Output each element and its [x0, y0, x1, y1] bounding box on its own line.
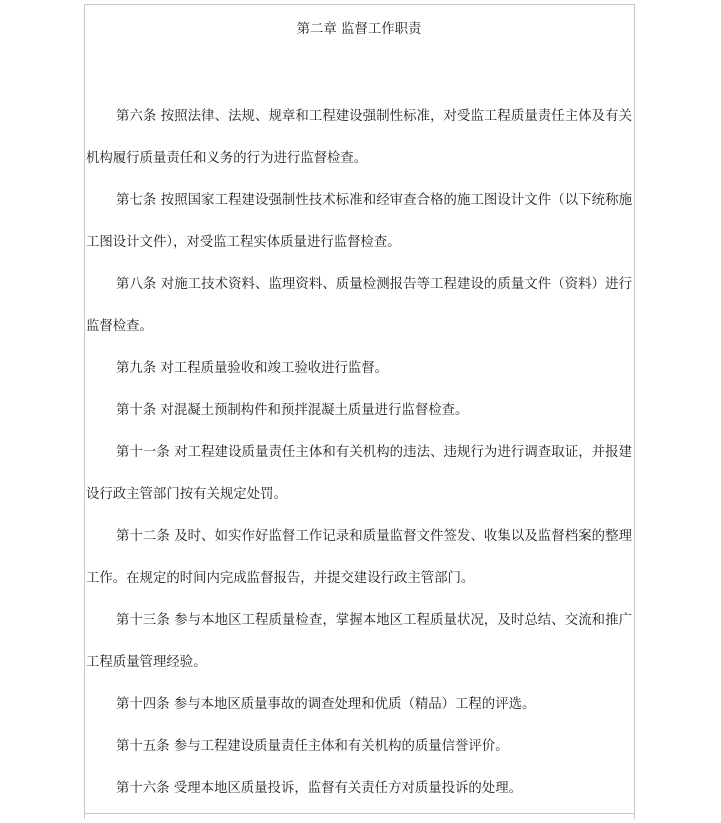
- page-margin-guide-top: [84, 4, 635, 5]
- article-12: 第十二条 及时、如实作好监督工作记录和质量监督文件签发、收集以及监督档案的整理工作。在规定的时间内完成监督报告，并提交建设行政主管部门。: [86, 529, 632, 586]
- article-9: 第九条 对工程质量验收和竣工验收进行监督。: [116, 361, 389, 376]
- chapter-title: 第二章 监督工作职责: [296, 22, 422, 37]
- page-margin-guide-bottom: [84, 813, 635, 814]
- article-13: 第十三条 参与本地区工程质量检查，掌握本地区工程质量状况，及时总结、交流和推广工程质量管理经验。: [86, 613, 632, 670]
- article-7: 第七条 按照国家工程建设强制性技术标准和经审查合格的施工图设计文件（以下统称施工图设计文件），对受监工程实体质量进行监督检查。: [86, 193, 632, 250]
- page-margin-guide-left: [84, 4, 85, 819]
- article-10: 第十条 对混凝土预制构件和预拌混凝土质量进行监督检查。: [116, 403, 469, 418]
- article-15: 第十五条 参与工程建设质量责任主体和有关机构的质量信誉评价。: [116, 739, 509, 754]
- article-6: 第六条 按照法律、法规、规章和工程建设强制性标准，对受监工程质量责任主体及有关机构履行质量责任和义务的行为进行监督检查。: [86, 109, 632, 166]
- article-14: 第十四条 参与本地区质量事故的调查处理和优质（精品）工程的评选。: [116, 697, 536, 712]
- article-16: 第十六条 受理本地区质量投诉，监督有关责任方对质量投诉的处理。: [116, 781, 522, 796]
- title-spacer: [86, 48, 632, 96]
- page-margin-guide-right: [634, 4, 635, 819]
- article-8: 第八条 对施工技术资料、监理资料、质量检测报告等工程建设的质量文件（资料）进行监督检查。: [86, 277, 632, 334]
- document-page: [86, 12, 632, 810]
- article-11: 第十一条 对工程建设质量责任主体和有关机构的违法、违规行为进行调查取证，并报建设行政主管部门按有关规定处罚。: [86, 445, 632, 502]
